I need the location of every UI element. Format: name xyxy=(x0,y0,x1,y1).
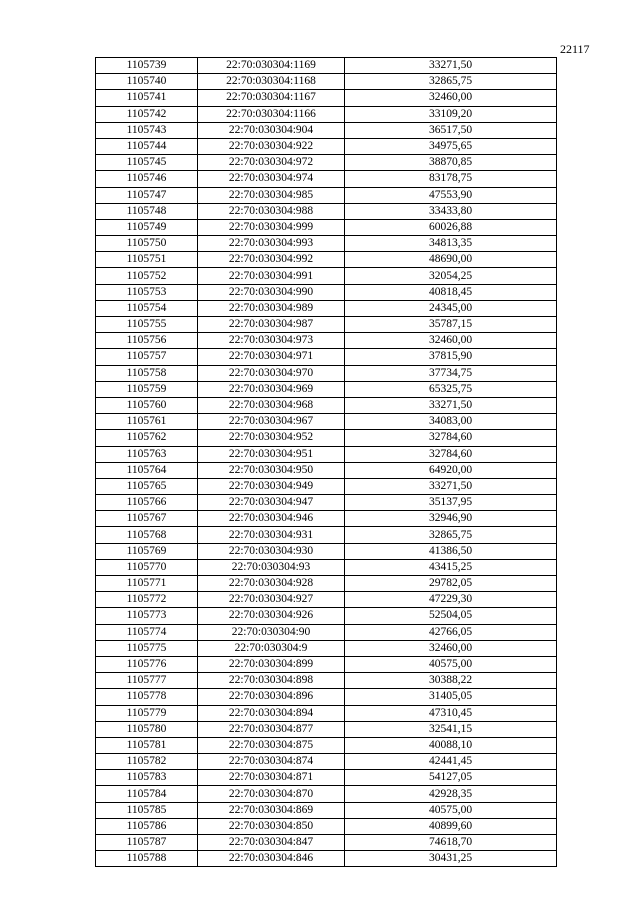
page-number: 22117 xyxy=(560,42,590,56)
cadastral-value-cell: 37734,75 xyxy=(345,365,557,381)
record-number-cell: 1105767 xyxy=(96,511,198,527)
cadastral-number-cell: 22:70:030304:951 xyxy=(198,446,345,462)
table-row xyxy=(96,219,557,235)
cadastral-value-cell: 83178,75 xyxy=(345,171,557,187)
cadastral-number-cell: 22:70:030304:1168 xyxy=(198,74,345,90)
cadastral-value-cell: 42441,45 xyxy=(345,754,557,770)
cadastral-value-cell: 60026,88 xyxy=(345,219,557,235)
record-number-cell: 1105762 xyxy=(96,430,198,446)
record-number-cell: 1105752 xyxy=(96,268,198,284)
cadastral-value-cell: 64920,00 xyxy=(345,462,557,478)
record-number-cell: 1105758 xyxy=(96,365,198,381)
cadastral-value-cell: 37815,90 xyxy=(345,349,557,365)
record-number-cell: 1105766 xyxy=(96,495,198,511)
cadastral-number-cell: 22:70:030304:967 xyxy=(198,414,345,430)
cadastral-value-table xyxy=(95,57,557,867)
cadastral-number-cell: 22:70:030304:926 xyxy=(198,608,345,624)
table-row xyxy=(96,608,557,624)
record-number-cell: 1105746 xyxy=(96,171,198,187)
cadastral-number-cell: 22:70:030304:972 xyxy=(198,155,345,171)
cadastral-value-cell: 36517,50 xyxy=(345,122,557,138)
cadastral-value-cell: 54127,05 xyxy=(345,770,557,786)
record-number-cell: 1105774 xyxy=(96,624,198,640)
record-number-cell: 1105744 xyxy=(96,138,198,154)
record-number-cell: 1105776 xyxy=(96,656,198,672)
cadastral-value-cell: 32784,60 xyxy=(345,446,557,462)
cadastral-number-cell: 22:70:030304:993 xyxy=(198,236,345,252)
record-number-cell: 1105753 xyxy=(96,284,198,300)
cadastral-value-cell: 34975,65 xyxy=(345,138,557,154)
record-number-cell: 1105741 xyxy=(96,90,198,106)
cadastral-value-cell: 32541,15 xyxy=(345,721,557,737)
table-row xyxy=(96,770,557,786)
table-row xyxy=(96,317,557,333)
table-row xyxy=(96,511,557,527)
cadastral-value-cell: 35137,95 xyxy=(345,495,557,511)
cadastral-number-cell: 22:70:030304:922 xyxy=(198,138,345,154)
table-row xyxy=(96,543,557,559)
table-row xyxy=(96,203,557,219)
table-row xyxy=(96,656,557,672)
record-number-cell: 1105769 xyxy=(96,543,198,559)
table-row xyxy=(96,786,557,802)
record-number-cell: 1105779 xyxy=(96,705,198,721)
table-row xyxy=(96,673,557,689)
cadastral-number-cell: 22:70:030304:991 xyxy=(198,268,345,284)
record-number-cell: 1105763 xyxy=(96,446,198,462)
cadastral-number-cell: 22:70:030304:899 xyxy=(198,656,345,672)
cadastral-number-cell: 22:70:030304:847 xyxy=(198,835,345,851)
cadastral-value-cell: 42766,05 xyxy=(345,624,557,640)
cadastral-value-cell: 32946,90 xyxy=(345,511,557,527)
cadastral-number-cell: 22:70:030304:988 xyxy=(198,203,345,219)
record-number-cell: 1105786 xyxy=(96,818,198,834)
table-row xyxy=(96,430,557,446)
cadastral-value-cell: 32460,00 xyxy=(345,640,557,656)
table-row xyxy=(96,802,557,818)
table-row xyxy=(96,851,557,867)
cadastral-number-cell: 22:70:030304:949 xyxy=(198,478,345,494)
record-number-cell: 1105756 xyxy=(96,333,198,349)
cadastral-value-cell: 32865,75 xyxy=(345,527,557,543)
record-number-cell: 1105781 xyxy=(96,737,198,753)
record-number-cell: 1105788 xyxy=(96,851,198,867)
table-row xyxy=(96,754,557,770)
cadastral-number-cell: 22:70:030304:896 xyxy=(198,689,345,705)
cadastral-number-cell: 22:70:030304:969 xyxy=(198,381,345,397)
cadastral-value-cell: 33271,50 xyxy=(345,397,557,413)
cadastral-number-cell: 22:70:030304:968 xyxy=(198,397,345,413)
table-row xyxy=(96,90,557,106)
table-row xyxy=(96,187,557,203)
table-row xyxy=(96,155,557,171)
record-number-cell: 1105782 xyxy=(96,754,198,770)
table-row xyxy=(96,495,557,511)
cadastral-number-cell: 22:70:030304:846 xyxy=(198,851,345,867)
cadastral-number-cell: 22:70:030304:875 xyxy=(198,737,345,753)
table-row xyxy=(96,478,557,494)
cadastral-number-cell: 22:70:030304:871 xyxy=(198,770,345,786)
table-row xyxy=(96,268,557,284)
cadastral-number-cell: 22:70:030304:870 xyxy=(198,786,345,802)
cadastral-value-cell: 40818,45 xyxy=(345,284,557,300)
cadastral-value-cell: 65325,75 xyxy=(345,381,557,397)
table-row xyxy=(96,236,557,252)
cadastral-value-cell: 40575,00 xyxy=(345,656,557,672)
cadastral-number-cell: 22:70:030304:898 xyxy=(198,673,345,689)
cadastral-value-cell: 32784,60 xyxy=(345,430,557,446)
record-number-cell: 1105747 xyxy=(96,187,198,203)
record-number-cell: 1105764 xyxy=(96,462,198,478)
cadastral-value-cell: 34813,35 xyxy=(345,236,557,252)
table-row xyxy=(96,576,557,592)
cadastral-number-cell: 22:70:030304:973 xyxy=(198,333,345,349)
cadastral-value-cell: 30431,25 xyxy=(345,851,557,867)
cadastral-value-cell: 33433,80 xyxy=(345,203,557,219)
table-row xyxy=(96,737,557,753)
table-row xyxy=(96,58,557,74)
cadastral-value-cell: 30388,22 xyxy=(345,673,557,689)
cadastral-number-cell: 22:70:030304:931 xyxy=(198,527,345,543)
cadastral-number-cell: 22:70:030304:947 xyxy=(198,495,345,511)
cadastral-number-cell: 22:70:030304:869 xyxy=(198,802,345,818)
table-row xyxy=(96,381,557,397)
record-number-cell: 1105749 xyxy=(96,219,198,235)
cadastral-value-cell: 40899,60 xyxy=(345,818,557,834)
table-row xyxy=(96,592,557,608)
cadastral-number-cell: 22:70:030304:971 xyxy=(198,349,345,365)
cadastral-value-cell: 33271,50 xyxy=(345,58,557,74)
table-row xyxy=(96,446,557,462)
record-number-cell: 1105778 xyxy=(96,689,198,705)
table-row xyxy=(96,349,557,365)
cadastral-value-cell: 48690,00 xyxy=(345,252,557,268)
record-number-cell: 1105745 xyxy=(96,155,198,171)
cadastral-value-cell: 33109,20 xyxy=(345,106,557,122)
table-row xyxy=(96,559,557,575)
table-row xyxy=(96,689,557,705)
table-row xyxy=(96,462,557,478)
record-number-cell: 1105783 xyxy=(96,770,198,786)
table-row xyxy=(96,414,557,430)
table-row xyxy=(96,122,557,138)
cadastral-value-cell: 42928,35 xyxy=(345,786,557,802)
cadastral-value-cell: 34083,00 xyxy=(345,414,557,430)
cadastral-value-cell: 31405,05 xyxy=(345,689,557,705)
table-row xyxy=(96,171,557,187)
record-number-cell: 1105742 xyxy=(96,106,198,122)
cadastral-number-cell: 22:70:030304:1169 xyxy=(198,58,345,74)
table-row xyxy=(96,721,557,737)
record-number-cell: 1105765 xyxy=(96,478,198,494)
record-number-cell: 1105748 xyxy=(96,203,198,219)
table-row xyxy=(96,835,557,851)
record-number-cell: 1105759 xyxy=(96,381,198,397)
record-number-cell: 1105780 xyxy=(96,721,198,737)
cadastral-number-cell: 22:70:030304:992 xyxy=(198,252,345,268)
record-number-cell: 1105754 xyxy=(96,300,198,316)
record-number-cell: 1105775 xyxy=(96,640,198,656)
table-row xyxy=(96,138,557,154)
table-row xyxy=(96,74,557,90)
cadastral-number-cell: 22:70:030304:987 xyxy=(198,317,345,333)
cadastral-number-cell: 22:70:030304:904 xyxy=(198,122,345,138)
table-row xyxy=(96,284,557,300)
table-row xyxy=(96,640,557,656)
cadastral-value-cell: 24345,00 xyxy=(345,300,557,316)
cadastral-number-cell: 22:70:030304:850 xyxy=(198,818,345,834)
cadastral-number-cell: 22:70:030304:93 xyxy=(198,559,345,575)
record-number-cell: 1105760 xyxy=(96,397,198,413)
record-number-cell: 1105740 xyxy=(96,74,198,90)
cadastral-value-cell: 40088,10 xyxy=(345,737,557,753)
record-number-cell: 1105777 xyxy=(96,673,198,689)
table-row xyxy=(96,252,557,268)
cadastral-number-cell: 22:70:030304:952 xyxy=(198,430,345,446)
cadastral-value-cell: 74618,70 xyxy=(345,835,557,851)
table-row xyxy=(96,527,557,543)
record-number-cell: 1105770 xyxy=(96,559,198,575)
cadastral-number-cell: 22:70:030304:999 xyxy=(198,219,345,235)
cadastral-number-cell: 22:70:030304:990 xyxy=(198,284,345,300)
cadastral-value-cell: 52504,05 xyxy=(345,608,557,624)
table-row xyxy=(96,106,557,122)
cadastral-value-cell: 32054,25 xyxy=(345,268,557,284)
table-row xyxy=(96,397,557,413)
cadastral-value-cell: 47553,90 xyxy=(345,187,557,203)
cadastral-number-cell: 22:70:030304:90 xyxy=(198,624,345,640)
record-number-cell: 1105784 xyxy=(96,786,198,802)
cadastral-number-cell: 22:70:030304:877 xyxy=(198,721,345,737)
cadastral-number-cell: 22:70:030304:1166 xyxy=(198,106,345,122)
record-number-cell: 1105787 xyxy=(96,835,198,851)
table-row xyxy=(96,705,557,721)
cadastral-number-cell: 22:70:030304:950 xyxy=(198,462,345,478)
record-number-cell: 1105739 xyxy=(96,58,198,74)
table-row xyxy=(96,365,557,381)
record-number-cell: 1105761 xyxy=(96,414,198,430)
table-row xyxy=(96,333,557,349)
cadastral-number-cell: 22:70:030304:930 xyxy=(198,543,345,559)
table-row xyxy=(96,300,557,316)
record-number-cell: 1105772 xyxy=(96,592,198,608)
cadastral-value-cell: 38870,85 xyxy=(345,155,557,171)
record-number-cell: 1105771 xyxy=(96,576,198,592)
record-number-cell: 1105757 xyxy=(96,349,198,365)
cadastral-value-cell: 33271,50 xyxy=(345,478,557,494)
cadastral-number-cell: 22:70:030304:928 xyxy=(198,576,345,592)
cadastral-number-cell: 22:70:030304:894 xyxy=(198,705,345,721)
cadastral-number-cell: 22:70:030304:985 xyxy=(198,187,345,203)
cadastral-value-cell: 47229,30 xyxy=(345,592,557,608)
cadastral-number-cell: 22:70:030304:989 xyxy=(198,300,345,316)
record-number-cell: 1105768 xyxy=(96,527,198,543)
table-body xyxy=(96,58,557,867)
record-number-cell: 1105751 xyxy=(96,252,198,268)
cadastral-value-cell: 32865,75 xyxy=(345,74,557,90)
cadastral-value-cell: 32460,00 xyxy=(345,333,557,349)
cadastral-number-cell: 22:70:030304:927 xyxy=(198,592,345,608)
cadastral-value-cell: 29782,05 xyxy=(345,576,557,592)
cadastral-number-cell: 22:70:030304:946 xyxy=(198,511,345,527)
cadastral-value-cell: 32460,00 xyxy=(345,90,557,106)
record-number-cell: 1105773 xyxy=(96,608,198,624)
record-number-cell: 1105750 xyxy=(96,236,198,252)
record-number-cell: 1105743 xyxy=(96,122,198,138)
cadastral-number-cell: 22:70:030304:970 xyxy=(198,365,345,381)
cadastral-number-cell: 22:70:030304:874 xyxy=(198,754,345,770)
table-row xyxy=(96,818,557,834)
cadastral-number-cell: 22:70:030304:1167 xyxy=(198,90,345,106)
cadastral-value-cell: 35787,15 xyxy=(345,317,557,333)
cadastral-number-cell: 22:70:030304:974 xyxy=(198,171,345,187)
record-number-cell: 1105755 xyxy=(96,317,198,333)
cadastral-value-cell: 41386,50 xyxy=(345,543,557,559)
cadastral-value-cell: 47310,45 xyxy=(345,705,557,721)
cadastral-number-cell: 22:70:030304:9 xyxy=(198,640,345,656)
cadastral-value-cell: 43415,25 xyxy=(345,559,557,575)
table-row xyxy=(96,624,557,640)
cadastral-value-cell: 40575,00 xyxy=(345,802,557,818)
record-number-cell: 1105785 xyxy=(96,802,198,818)
